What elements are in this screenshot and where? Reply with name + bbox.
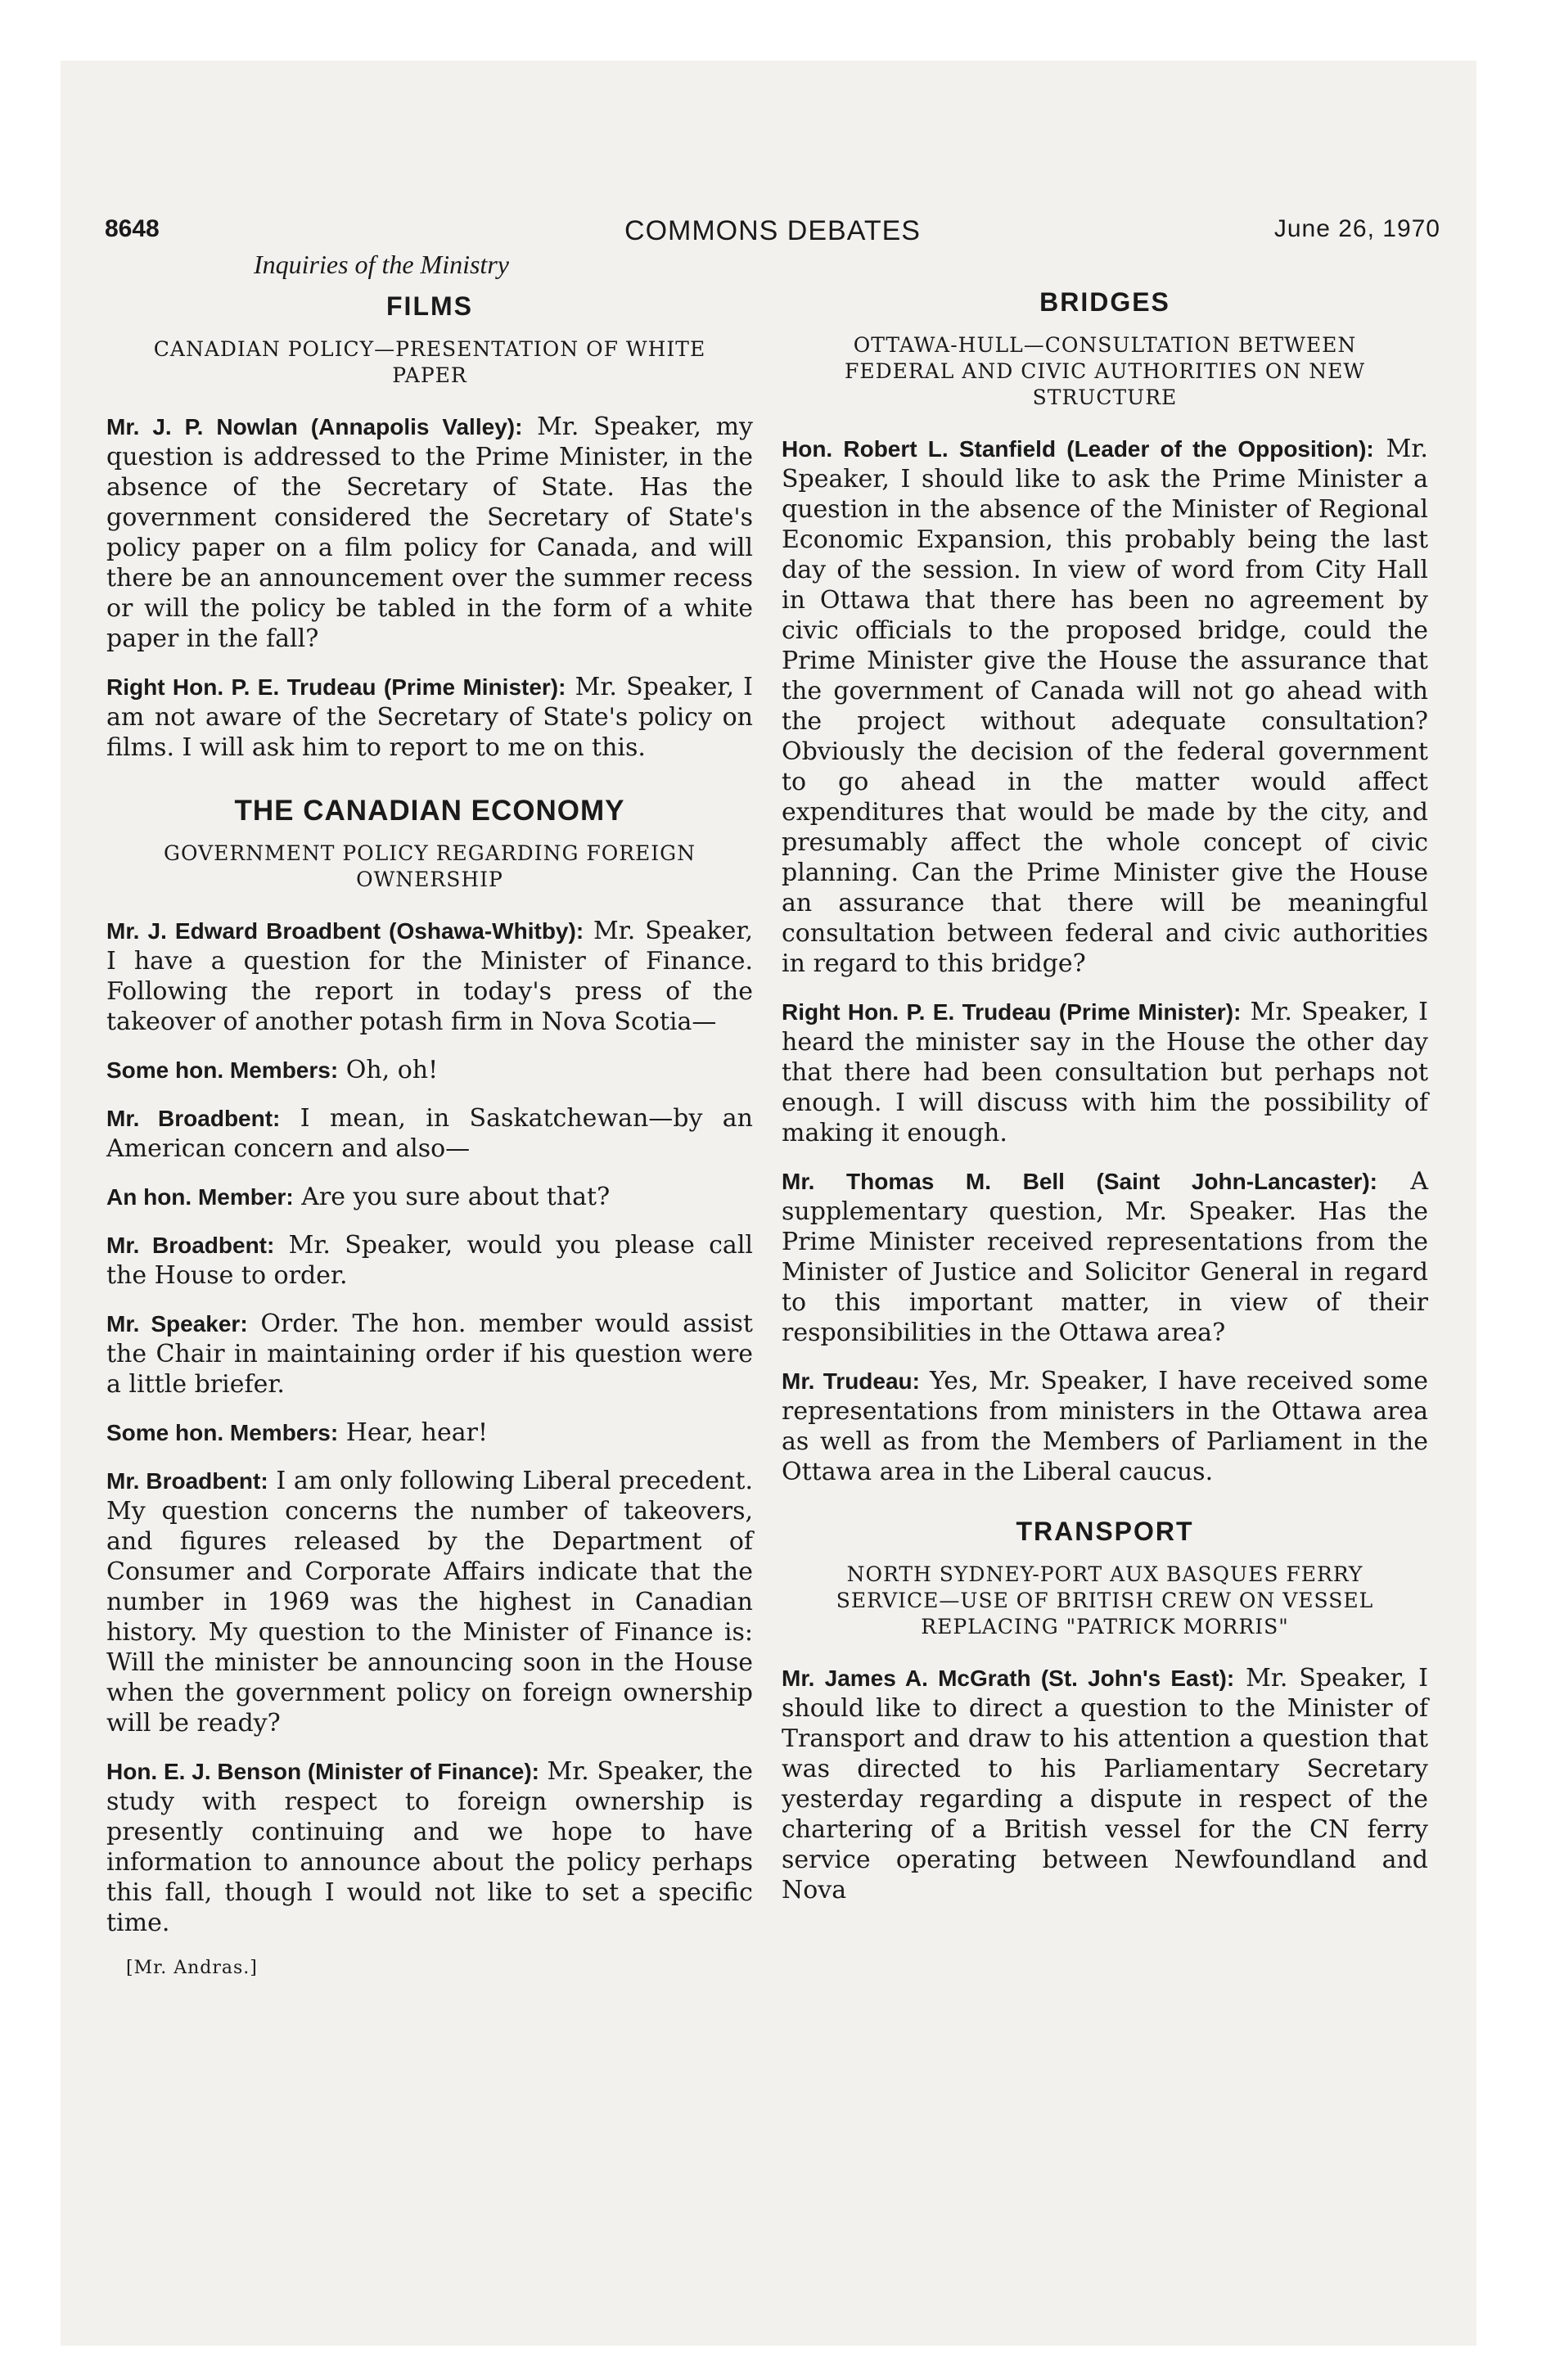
paragraph <box>782 1166 1428 1348</box>
section-heading-economy: THE CANADIAN ECONOMY <box>234 795 625 827</box>
speech-text: Mr. Speaker, would you please call the House to order. <box>106 1231 754 1290</box>
speech-text: Order. The hon. member would assist the Chair in maintaining order if his question were a little briefer. <box>106 1309 753 1399</box>
speech-text: Yes, Mr. Speaker, I have received some representations from ministers in the Ottawa area as well as from the Members of Parliament in the Ottawa area in the Liberal caucus. <box>782 1367 1428 1486</box>
speech-text: Hear, hear! <box>345 1418 488 1447</box>
speech-text: Mr. Speaker, I heard the minister say in the House the other day that there had been consultation but perhaps not enough. I will discuss with him the possibility of making it enough. <box>782 998 1428 1147</box>
paragraph <box>106 916 753 1037</box>
left-column <box>106 250 753 1983</box>
speaker: Mr. Trudeau: <box>782 1368 920 1394</box>
paragraph <box>106 1103 753 1164</box>
speaker: Right Hon. P. E. Trudeau (Prime Minister): <box>106 674 566 700</box>
speaker: Some hon. Members: <box>106 1057 339 1083</box>
subheading-transport: NORTH SYDNEY-PORT AUX BASQUES FERRY SERVICE—USE OF BRITISH CREW ON VESSEL REPLACING "PATRICK MORRIS" <box>836 1562 1374 1639</box>
page-date: June 26, 1970 <box>1273 215 1440 242</box>
publication-title: COMMONS DEBATES <box>624 215 921 246</box>
paragraph <box>106 1466 753 1738</box>
subheading-bridges: OTTAWA-HULL—CONSULTATION BETWEEN FEDERAL AND CIVIC AUTHORITIES ON NEW STRUCTURE <box>844 333 1366 409</box>
section-heading-films: FILMS <box>386 291 473 321</box>
section-heading-bridges: BRIDGES <box>1039 287 1170 317</box>
speaker: Mr. James A. McGrath (St. John's East): <box>782 1666 1235 1691</box>
speaker: Mr. Broadbent: <box>106 1233 275 1258</box>
page-number: 8648 <box>105 215 160 242</box>
speaker: Hon. Robert L. Stanfield (Leader of the Opposition): <box>782 436 1374 462</box>
subheading-economy: GOVERNMENT POLICY REGARDING FOREIGN OWNERSHIP <box>163 841 696 891</box>
speech-text: Mr. Speaker, I should like to ask the Prime Minister a question in the absence of the Minister of Regional Economic Expansion, this probably being the last day of the session. In view of word from City Hall in Ottawa that there has been no agreement by civic officials to the proposed bridge, could the Prime Minister give the House the assurance that the government of Canada will not go ahead with the project without adequate consultation? Obviously the decision of the federal government to go ahead in the matter would affect expenditures that would be made by the city, and presumably affect the whole concept of civic planning. Can the Prime Minister give the House an assurance that there will be meaningful consultation between federal and civic authorities in regard to this bridge? <box>782 435 1428 978</box>
paragraph <box>106 412 753 654</box>
speaker: Mr. J. Edward Broadbent (Oshawa-Whitby): <box>106 918 584 944</box>
speech-text: I mean, in Saskatchewan—by an American concern and also— <box>106 1104 753 1163</box>
speaker: Mr. Broadbent: <box>106 1106 281 1131</box>
paragraph <box>106 1230 753 1291</box>
speaker: An hon. Member: <box>106 1184 294 1210</box>
speaker: Mr. J. P. Nowlan (Annapolis Valley): <box>106 414 523 439</box>
speaker: Mr. Thomas M. Bell (Saint John-Lancaster): <box>782 1169 1377 1194</box>
speech-text: Oh, oh! <box>345 1056 439 1084</box>
subheading-films: CANADIAN POLICY—PRESENTATION OF WHITE PAPER <box>153 337 706 387</box>
running-subtitle: Inquiries of the Ministry <box>254 250 509 279</box>
speech-text: I am only following Liberal precedent. My question concerns the number of takeovers, and figures released by the Department of Consumer and Corporate Affairs indicate that the number in 1969 was the highest in Canadian history. My question to the Minister of Finance is: Will the minister be announcing soon in the House when the government policy on foreign ownership will be ready? <box>106 1467 753 1738</box>
speaker: Some hon. Members: <box>106 1420 339 1445</box>
paragraph <box>782 1663 1428 1905</box>
speaker: Mr. Broadbent: <box>106 1468 268 1494</box>
footer-note: [Mr. Andras.] <box>126 1958 258 1978</box>
right-column <box>782 250 1428 1923</box>
paragraph <box>106 1418 753 1448</box>
paragraph <box>106 1182 753 1212</box>
paragraph <box>782 1366 1428 1487</box>
paragraph <box>106 1309 753 1400</box>
speech-text: Mr. Speaker, I am not aware of the Secretary of State's policy on films. I will ask him to report to me on this. <box>106 673 753 762</box>
paragraph <box>106 1055 753 1085</box>
paragraph <box>106 1756 753 1938</box>
page-header <box>105 215 1440 251</box>
speech-text: Mr. Speaker, my question is addressed to the Prime Minister, in the absence of the Secretary of State. Has the government considered the Secretary of State's policy paper on a film policy for Canada, and will there be an announcement over the summer recess or will the policy be tabled in the form of a white paper in the fall? <box>106 412 753 653</box>
speaker: Hon. E. J. Benson (Minister of Finance): <box>106 1759 539 1784</box>
section-heading-transport: TRANSPORT <box>1016 1517 1194 1546</box>
speech-text: Are you sure about that? <box>301 1183 611 1211</box>
speaker: Mr. Speaker: <box>106 1311 248 1336</box>
speech-text: Mr. Speaker, I should like to direct a question to the Minister of Transport and draw to his attention a question that was directed to his Parliamentary Secretary yesterday regarding a dispute in respect of the chartering of a British vessel for the CN ferry service operating between Newfoundland and Nova <box>782 1664 1428 1904</box>
speech-text: Mr. Speaker, the study with respect to foreign ownership is presently continuing and we hope to have information to announce about the policy perhaps this fall, though I would not like to set a specific time. <box>106 1757 753 1937</box>
speech-text: Mr. Speaker, I have a question for the Minister of Finance. Following the report in today's press of the takeover of another potash firm in Nova Scotia— <box>106 917 753 1036</box>
paragraph <box>782 434 1428 979</box>
paragraph <box>106 672 753 763</box>
speech-text: A supplementary question, Mr. Speaker. Has the Prime Minister received representations from the Minister of Justice and Solicitor General in regard to this important matter, in view of their responsibilities in the Ottawa area? <box>782 1167 1428 1347</box>
paragraph <box>782 997 1428 1148</box>
speaker: Right Hon. P. E. Trudeau (Prime Minister): <box>782 999 1242 1025</box>
